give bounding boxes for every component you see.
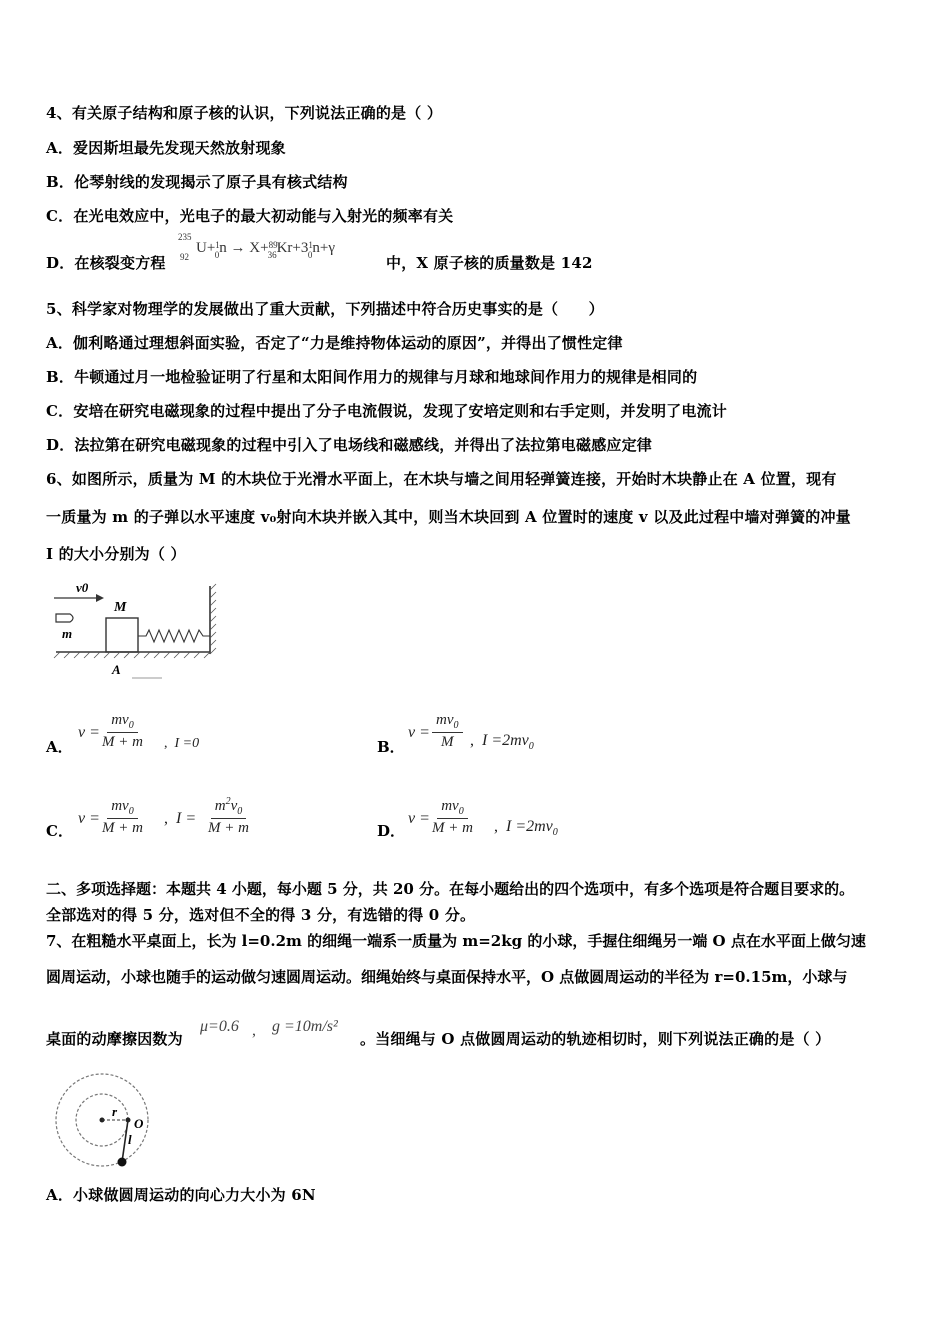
q6-option-c-label: C． (46, 822, 73, 840)
spring-block-diagram (50, 578, 225, 686)
q4-option-c: C．在光电效应中，光电子的最大初动能与入射光的频率有关 (46, 207, 454, 225)
friction-coefficient: μ=0.6 (200, 1018, 239, 1035)
q4-stem: 4、有关原子结构和原子核的认识，下列说法正确的是（ ） (46, 104, 443, 122)
v0-label: v0 (76, 580, 89, 595)
q7-stem-line1: 7、在粗糙水平桌面上，长为 l=0.2m 的细绳一端系一质量为 m=2kg 的小球，手握住细绳另一端 O 点在水平面上做匀速 (46, 932, 866, 950)
q6-option-a-fraction: $\frac{mv_0}{M + m}$ (102, 712, 143, 750)
q4-option-d-prefix: D．在核裂变方程 (46, 254, 166, 272)
fission-equation: 235 92 $U+^1_0n \to X+^{89}_{36}Kr+3^1_0n+\gamma$ (178, 232, 335, 262)
q5-stem: 5、科学家对物理学的发展做出了重大贡献，下列描述中符合历史事实的是（ ） (46, 300, 604, 318)
section2-heading-line2: 全部选对的得 5 分，选对但不全的得 3 分，有选错的得 0 分。 (46, 906, 476, 924)
q7-stem-line3-prefix: 桌面的动摩擦因数为 (46, 1030, 183, 1048)
q4-option-b: B．伦琴射线的发现揭示了原子具有核式结构 (46, 173, 348, 191)
q6-option-c-v: v = (78, 810, 100, 827)
q7-option-a: A．小球做圆周运动的向心力大小为 6N (46, 1186, 316, 1204)
block-mass-label: M (114, 600, 127, 615)
q6-option-c-impulse: , I = (164, 810, 197, 827)
q6-option-d-fraction: $\frac{mv_0}{M + m}$ (432, 798, 473, 836)
q6-option-d-label: D． (377, 822, 406, 840)
q6-option-d-v: v = (408, 810, 430, 827)
q6-option-a-label: A． (46, 738, 73, 756)
comma-separator: , (252, 1022, 256, 1039)
q7-stem-line3-suffix: 。当细绳与 O 点做圆周运动的轨迹相切时，则下列说法正确的是（ ） (360, 1030, 831, 1048)
bullet-mass-label: m (62, 626, 73, 641)
gravity-value: g =10m/s² (272, 1018, 338, 1035)
q6-option-d-impulse: , $I =2mv_0$ (494, 818, 558, 839)
q6-option-a-v: v = (78, 724, 100, 741)
q6-option-c-fraction-i: $\frac{m^2v_0}{M + m}$ (208, 796, 249, 836)
radius-label: r (112, 1104, 118, 1119)
q4-option-d-suffix: 中，X 原子核的质量数是 142 (386, 254, 593, 272)
q4-option-a: A．爱因斯坦最先发现天然放射现象 (46, 139, 286, 157)
q6-option-a-impulse: , I =0 (164, 736, 200, 751)
q6-option-b-v: v = (408, 724, 430, 741)
q6-stem-line2: 一质量为 m 的子弹以水平速度 v₀射向木块并嵌入其中，则当木块回到 A 位置时的速度 v 以及此过程中墙对弹簧的冲量 (46, 508, 851, 526)
q6-option-b-impulse: , $I =2mv_0$ (470, 732, 534, 753)
q5-option-a: A．伽利略通过理想斜面实验，否定了“力是维持物体运动的原因”，并得出了惯性定律 (46, 334, 623, 352)
circular-motion-diagram (52, 1072, 156, 1172)
q6-option-b-label: B． (377, 738, 405, 756)
rope-length-label: l (128, 1132, 132, 1147)
q5-option-b: B．牛顿通过月一地检验证明了行星和太阳间作用力的规律与月球和地球间作用力的规律是相同的 (46, 368, 698, 386)
q6-stem-line3: I 的大小分别为（ ） (46, 545, 186, 563)
section2-heading-line1: 二、多项选择题：本题共 4 小题，每小题 5 分，共 20 分。在每小题给出的四个选项中，有多个选项是符合题目要求的。 (46, 880, 855, 898)
position-a-label: A (112, 662, 121, 677)
q6-stem-line1: 6、如图所示，质量为 M 的木块位于光滑水平面上，在木块与墙之间用轻弹簧连接，开始时木块静止在 A 位置，现有 (46, 470, 837, 488)
q6-option-c-fraction-v: $\frac{mv_0}{M + m}$ (102, 798, 143, 836)
center-o-label: O (134, 1116, 144, 1131)
q5-option-c: C．安培在研究电磁现象的过程中提出了分子电流假说，发现了安培定则和右手定则，并发明了电流计 (46, 402, 727, 420)
q6-option-b-fraction: $\frac{mv_0}{M}$ (432, 712, 463, 751)
q7-stem-line2: 圆周运动，小球也随手的运动做匀速圆周运动。细绳始终与桌面保持水平，O 点做圆周运动的半径为 r=0.15m，小球与 (46, 968, 848, 986)
q5-option-d: D．法拉第在研究电磁现象的过程中引入了电场线和磁感线，并得出了法拉第电磁感应定律 (46, 436, 653, 454)
